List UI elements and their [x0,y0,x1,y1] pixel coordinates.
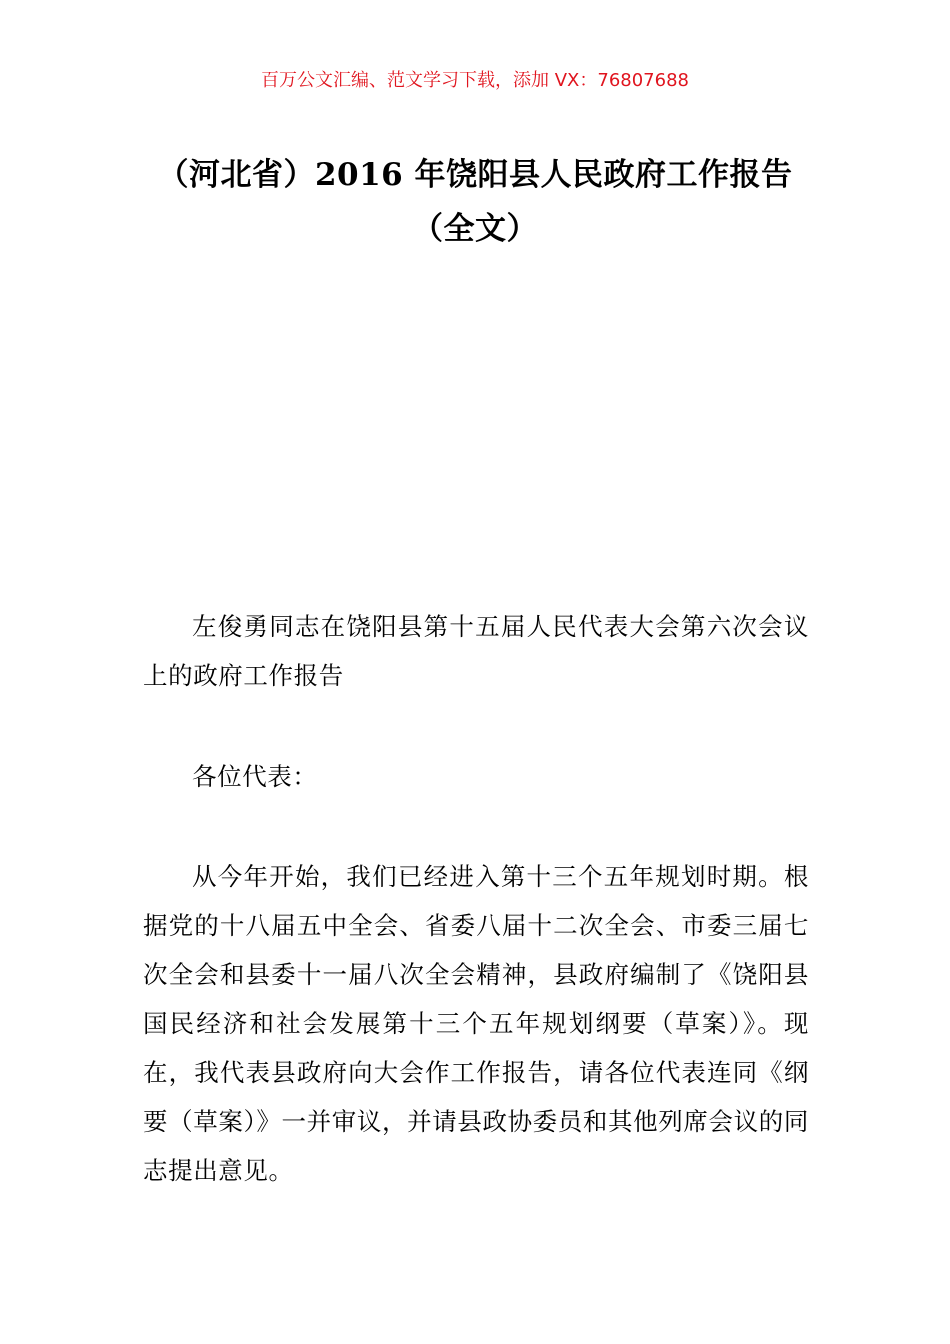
paragraph: 各位代表： [192,762,318,791]
header-banner: 百万公文汇编、范文学习下载，添加 VX：76807688 [261,70,689,91]
body-paragraph [143,852,809,1195]
document-title: （河北省）2016 年饶阳县人民政府工作报告（全文） [157,157,793,247]
paragraph: 左俊勇同志在饶阳县第十五届人民代表大会第六次会议上的政府工作报告 [143,612,809,690]
salutation [143,752,809,801]
paragraph: 从今年开始，我们已经进入第十三个五年规划时期。根据党的十八届五中全会、省委八届十二次全会、市委三届七次全会和县委十一届八次全会精神，县政府编制了《饶阳县国民经济和社会发展第十三个五年规划纲要（草案）》。现在，我代表县政府向大会作工作报告，请各位代表连同《纲要（草案）》一并审议，并请县政协委员和其他列席会议的同志提出意见。 [143,862,809,1185]
speaker-line [143,602,809,700]
